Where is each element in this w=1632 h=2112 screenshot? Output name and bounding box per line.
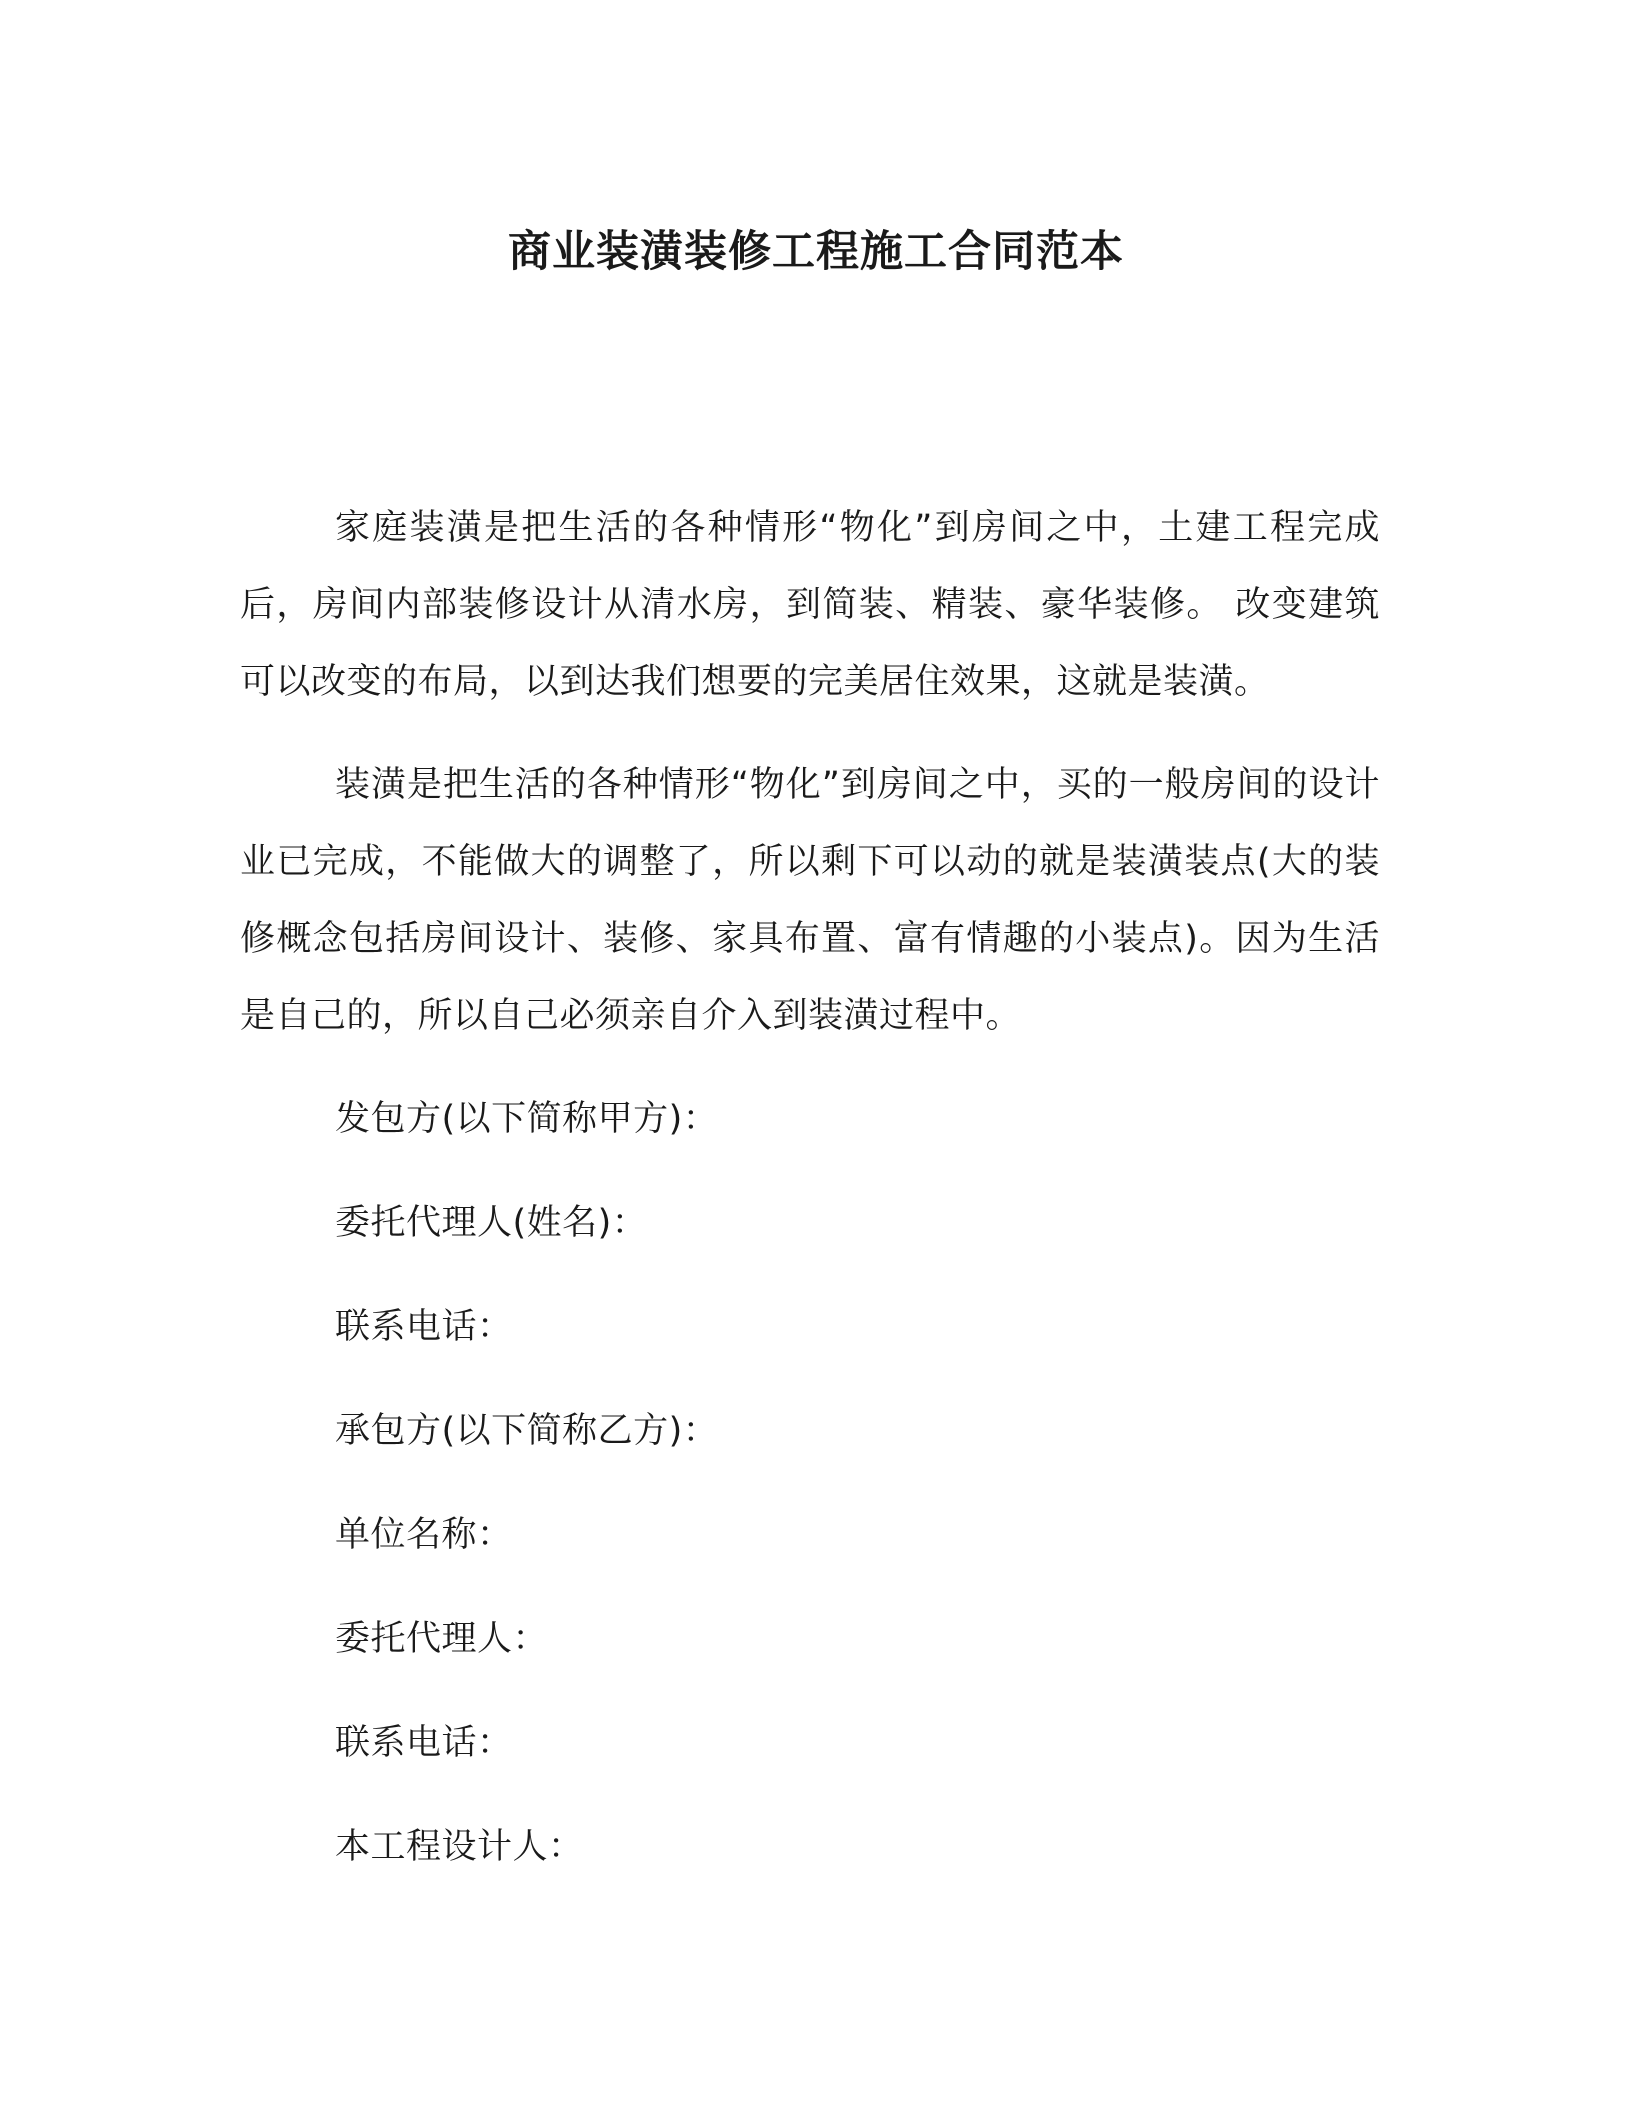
document-body [240, 490, 1380, 1899]
intro-paragraph-2: 装潢是把生活的各种情形“物化”到房间之中，买的一般房间的设计业已完成，不能做大的调整了，所以剩下可以动的就是装潢装点(大的装修概念包括房间设计、装修、家具布置、富有情趣的小装点)。因为生活是自己的，所以自己必须亲自介入到装潢过程中。 [240, 765, 1380, 1036]
field-employer: 发包方(以下简称甲方)： [335, 1099, 719, 1139]
field-designer: 本工程设计人： [335, 1827, 584, 1867]
field-contractor: 承包方(以下简称乙方)： [335, 1411, 719, 1451]
field-contractor-phone: 联系电话： [335, 1723, 513, 1763]
contract-fields [240, 1067, 1380, 1899]
field-employer-agent: 委托代理人(姓名)： [335, 1203, 648, 1243]
field-employer-phone: 联系电话： [335, 1307, 513, 1347]
document-title: 商业装潢装修工程施工合同范本 [508, 227, 1124, 277]
intro-paragraph-1: 家庭装潢是把生活的各种情形“物化”到房间之中，土建工程完成后，房间内部装修设计从清水房，到简装、精装、豪华装修。 改变建筑可以改变的布局，以到达我们想要的完美居住效果，这就是装潢。 [240, 508, 1380, 702]
field-contractor-agent: 委托代理人： [335, 1619, 549, 1659]
field-company-name: 单位名称： [335, 1515, 513, 1555]
